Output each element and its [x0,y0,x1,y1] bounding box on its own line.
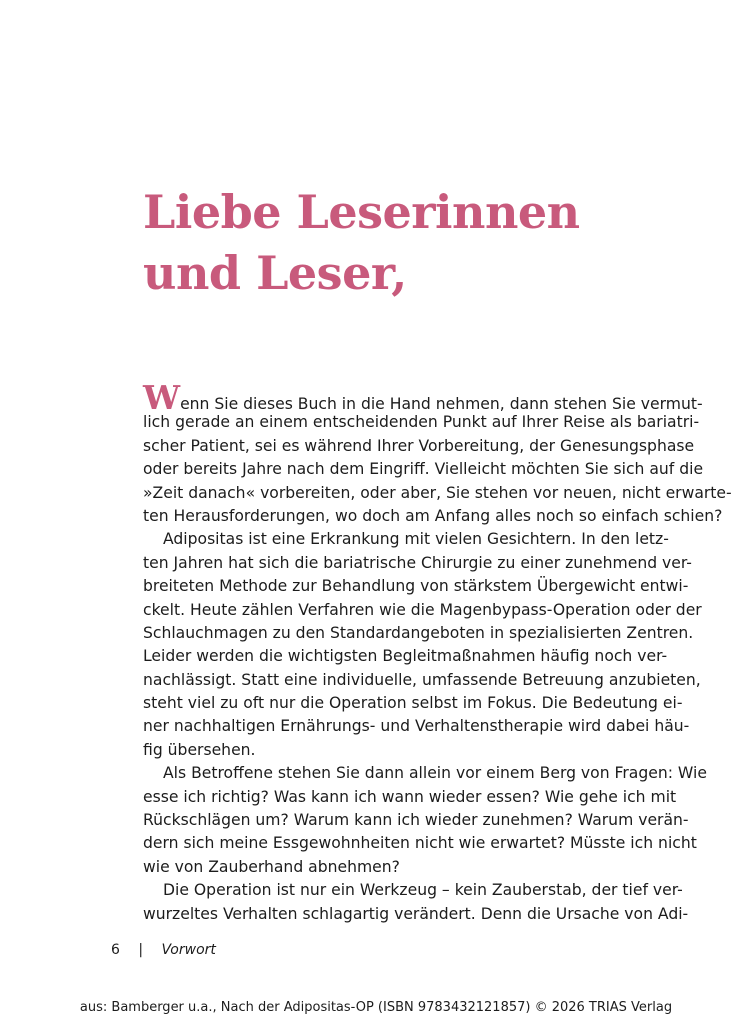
text-line: scher Patient, sei es während Ihrer Vorbereitung, der Genesungsphase [143,436,695,455]
text-line: breiteten Methode zur Behandlung von stärkstem Übergewicht entwi- [143,577,689,596]
page-footer [111,942,216,958]
text-line: Leider werden die wichtigsten Begleitmaßnahmen häufig noch ver- [143,647,668,666]
body-text [143,378,732,926]
text-line-content: enn Sie dieses Buch in die Hand nehmen, dann stehen Sie vermut- [180,395,703,413]
text-line: oder bereits Jahre nach dem Eingriff. Vielleicht möchten Sie sich auf die [143,460,704,479]
text-line: Schlauchmagen zu den Standardangeboten in spezialisierten Zentren. [143,623,694,642]
text-line: dern sich meine Essgewohnheiten nicht wie erwartet? Müsste ich nicht [143,834,697,853]
text-line: wurzeltes Verhalten schlagartig verändert. Denn die Ursache von Adi- [143,904,689,923]
text-line: lich gerade an einem entscheidenden Punkt auf Ihrer Reise als bariatri- [143,413,700,432]
text-line: nachlässigt. Statt eine individuelle, umfassende Betreuung anzubieten, [143,670,701,689]
text-line: »Zeit danach« vorbereiten, oder aber, Sie stehen vor neuen, nicht erwarte- [143,483,732,502]
text-line: Adipositas ist eine Erkrankung mit vielen Gesichtern. In den letz- [163,530,669,549]
source-credit: aus: Bamberger u.a., Nach der Adipositas-OP (ISBN 9783432121857) © 2026 TRIAS Verlag [79,1000,673,1015]
page-number: 6 [111,942,120,958]
text-line: ckelt. Heute zählen Verfahren wie die Magenbypass-Operation oder der [143,600,702,619]
text-line: steht viel zu oft nur die Operation selbst im Fokus. Die Bedeutung ei- [143,694,683,713]
section-title: Vorwort [161,942,216,958]
text-line: Rückschlägen um? Warum kann ich wieder zunehmen? Warum verän- [143,811,689,830]
text-line: ten Jahren hat sich die bariatrische Chirurgie zu einer zunehmend ver- [143,553,692,572]
text-line: Die Operation ist nur ein Werkzeug – kein Zauberstab, der tief ver- [163,881,683,900]
text-line: fig übersehen. [143,740,256,759]
footer-separator: | [138,942,144,958]
text-line [143,378,703,417]
heading-line-2: und Leser, [143,246,407,300]
text-line: Als Betroffene stehen Sie dann allein vor einem Berg von Fragen: Wie [163,764,707,783]
text-line: ner nachhaltigen Ernährungs- und Verhaltenstherapie wird dabei häu- [143,717,690,736]
heading-line-1: Liebe Leserinnen [143,185,580,239]
text-line: ten Herausforderungen, wo doch am Anfang alles noch so einfach schien? [143,506,723,525]
text-line: esse ich richtig? Was kann ich wann wieder essen? Wie gehe ich mit [143,787,677,806]
page-heading [143,182,643,304]
drop-cap: W [143,378,181,417]
text-line: wie von Zauberhand abnehmen? [143,857,400,876]
